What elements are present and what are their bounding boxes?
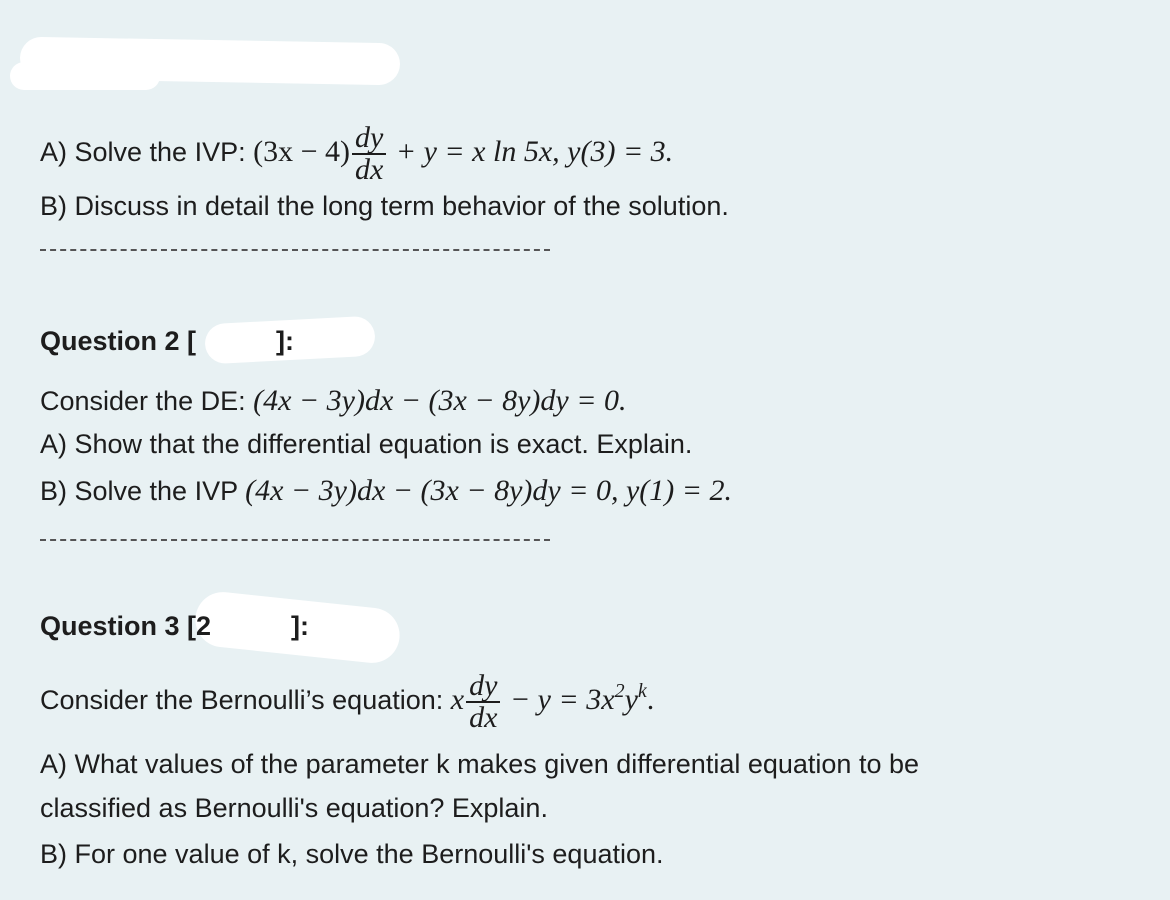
q3-bernoulli (40, 660, 654, 740)
q3-bern-x: x (450, 683, 465, 716)
q3-derivative-fraction (466, 668, 500, 734)
q2-part-b (40, 474, 732, 508)
q2-de-math: (4x − 3y)dx − (3x − 8y)dy = 0. (253, 384, 627, 417)
q1-part-a (40, 112, 673, 192)
q1-derivative-fraction (352, 120, 386, 186)
q3-bern-y: y (624, 683, 638, 716)
q2-part-b-label: B) Solve the IVP (40, 476, 238, 506)
q2-heading (40, 324, 294, 358)
q2-de-label: Consider the DE: (40, 386, 246, 416)
q1-part-a-lhs: (3x − 4) (253, 135, 351, 168)
q1-part-a-rhs: + y = x ln 5x, y(3) = 3. (395, 135, 674, 168)
q2-heading-text: Question 2 [ (40, 326, 197, 356)
q3-bern-rhs: − y = 3x (502, 683, 615, 716)
q1-frac-numerator: dy (352, 123, 386, 155)
q3-frac-numerator: dy (466, 671, 500, 703)
q2-heading-tail: ]: (276, 326, 294, 356)
q3-heading-tail: ]: (291, 611, 310, 641)
q1-frac-denominator: dx (355, 152, 384, 186)
q2-de (40, 384, 626, 418)
q3-part-a-line2: classified as Bernoulli's equation? Explain. (40, 793, 548, 823)
redaction-mark-top-tail (10, 62, 160, 90)
q3-part-b: B) For one value of k, solve the Bernoulli's equation. (40, 839, 664, 869)
q3-bern-exp-k: k (637, 680, 647, 702)
q1-part-a-label: A) Solve the IVP: (40, 137, 246, 167)
q3-bern-exp-2: 2 (614, 680, 625, 702)
q3-bern-label: Consider the Bernoulli’s equation: (40, 685, 444, 715)
q3-frac-denominator: dx (469, 700, 498, 734)
divider-2 (40, 539, 550, 541)
divider-1 (40, 249, 550, 251)
q3-heading-text: Question 3 [2 (40, 611, 212, 641)
q2-part-a: A) Show that the differential equation is exact. Explain. (40, 429, 693, 459)
q1-part-b: B) Discuss in detail the long term behavior of the solution. (40, 191, 729, 221)
q2-part-b-math: (4x − 3y)dx − (3x − 8y)dy = 0, y(1) = 2. (245, 474, 732, 507)
q3-bern-end: . (646, 683, 655, 716)
q3-heading (40, 609, 309, 643)
q3-part-a-line1: A) What values of the parameter k makes given differential equation to be (40, 749, 919, 779)
